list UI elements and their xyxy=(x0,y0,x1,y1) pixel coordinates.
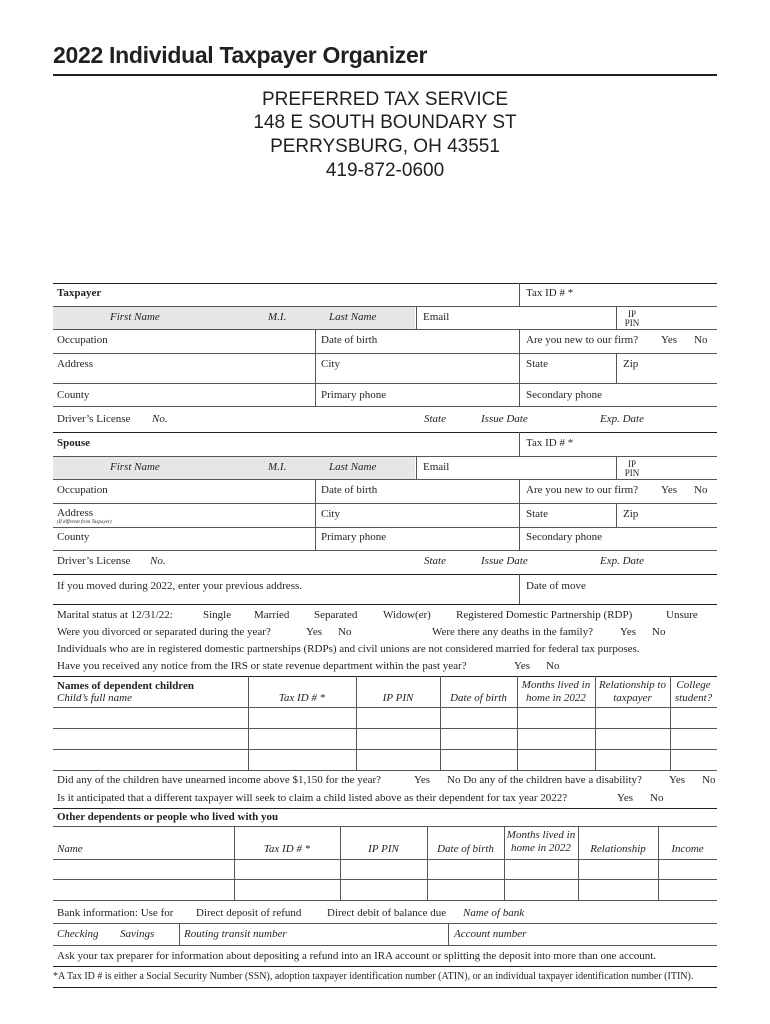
rule xyxy=(53,676,717,677)
taxpayer-dob-field[interactable]: Date of birth xyxy=(321,334,378,346)
taxpayer-secondary-phone-field[interactable]: Secondary phone xyxy=(526,389,603,401)
other-dependents-heading: Other dependents or people who lived with you xyxy=(57,811,279,823)
rule xyxy=(53,456,717,457)
taxpayer-address-field[interactable]: Address xyxy=(57,358,94,370)
deaths-question: Were there any deaths in the family? xyxy=(432,626,593,638)
spouse-dl-exp-date-field[interactable]: Exp. Date xyxy=(600,555,644,567)
spouse-last-name-field[interactable]: Last Name xyxy=(329,461,377,473)
disability-no[interactable]: No xyxy=(702,774,716,786)
marital-married-option[interactable]: Married xyxy=(254,609,290,621)
rule xyxy=(53,966,717,967)
taxpayer-county-field[interactable]: County xyxy=(57,389,90,401)
firm-phone: 419-872-0600 xyxy=(325,160,445,181)
spouse-dl-label: Driver’s License xyxy=(57,555,131,567)
divider xyxy=(616,456,617,479)
divider xyxy=(448,923,449,945)
unearned-no-disability-question: No Do any of the children have a disability? xyxy=(447,774,642,786)
other-name-header: Name xyxy=(57,843,83,855)
child-tax-id-header: Tax ID # * xyxy=(278,692,326,704)
savings-option[interactable]: Savings xyxy=(120,928,155,940)
divider xyxy=(519,329,520,406)
other-ip-pin-header: IP PIN xyxy=(368,843,399,855)
divider xyxy=(427,826,428,900)
deaths-yes[interactable]: Yes xyxy=(620,626,637,638)
divider xyxy=(416,306,417,329)
taxpayer-dl-state-field[interactable]: State xyxy=(424,413,446,425)
spouse-address-note: (If different from Taxpayer) xyxy=(57,520,112,525)
bank-name-field[interactable]: Name of bank xyxy=(463,907,525,919)
spouse-occupation-field[interactable]: Occupation xyxy=(57,484,108,496)
spouse-mi-field[interactable]: M.I. xyxy=(268,461,287,473)
other-tax-id-header: Tax ID # * xyxy=(263,843,311,855)
divider xyxy=(616,306,617,329)
irs-notice-no[interactable]: No xyxy=(546,660,560,672)
divorced-yes[interactable]: Yes xyxy=(306,626,323,638)
spouse-secondary-phone-field[interactable]: Secondary phone xyxy=(526,531,603,543)
rule xyxy=(53,604,717,605)
divider xyxy=(519,574,520,604)
divider xyxy=(356,676,357,770)
spouse-heading: Spouse xyxy=(57,437,91,449)
rule xyxy=(53,479,717,480)
taxpayer-tax-id-field[interactable]: Tax ID # * xyxy=(526,287,574,299)
divider xyxy=(234,826,235,900)
unearned-yes[interactable]: Yes xyxy=(414,774,431,786)
marital-status-label: Marital status at 12/31/22: xyxy=(57,609,173,621)
irs-notice-question: Have you received any notice from the IRS or state revenue department within the past year? xyxy=(57,660,467,672)
rule xyxy=(53,329,717,330)
irs-notice-yes[interactable]: Yes xyxy=(514,660,531,672)
previous-address-field[interactable]: If you moved during 2022, enter your previous address. xyxy=(57,580,303,592)
taxpayer-email-field[interactable]: Email xyxy=(423,311,450,323)
spouse-new-firm-no[interactable]: No xyxy=(694,484,708,496)
child-college-header: College student? xyxy=(674,679,713,704)
firm-street: 148 E SOUTH BOUNDARY ST xyxy=(253,112,517,133)
taxpayer-new-firm-no[interactable]: No xyxy=(694,334,708,346)
rule xyxy=(53,503,717,504)
direct-deposit-option[interactable]: Direct deposit of refund xyxy=(196,907,302,919)
divorced-question: Were you divorced or separated during the year? xyxy=(57,626,271,638)
spouse-dob-field[interactable]: Date of birth xyxy=(321,484,378,496)
spouse-county-field[interactable]: County xyxy=(57,531,90,543)
anticipated-claim-question: Is it anticipated that a different taxpayer will seek to claim a child listed above as their dependent for tax year 2022? xyxy=(57,792,568,804)
divider xyxy=(315,329,316,406)
anticipated-no[interactable]: No xyxy=(650,792,664,804)
other-dob-header: Date of birth xyxy=(437,843,494,855)
checking-option[interactable]: Checking xyxy=(57,928,99,940)
spouse-dl-no-field[interactable]: No. xyxy=(150,555,166,567)
spouse-dl-issue-date-field[interactable]: Issue Date xyxy=(481,555,528,567)
divider xyxy=(340,826,341,900)
divider xyxy=(519,283,520,306)
divider xyxy=(578,826,579,900)
divider xyxy=(616,503,617,527)
bank-use-for-label: Bank information: Use for xyxy=(57,907,174,919)
deaths-no[interactable]: No xyxy=(652,626,666,638)
divider xyxy=(616,353,617,383)
marital-widow-option[interactable]: Widow(er) xyxy=(383,609,431,621)
spouse-state-field[interactable]: State xyxy=(526,508,548,520)
divider xyxy=(416,456,417,479)
rule xyxy=(53,826,717,827)
spouse-new-firm-question: Are you new to our firm? xyxy=(526,484,639,496)
table-row[interactable] xyxy=(53,749,717,750)
table-row[interactable] xyxy=(53,859,717,860)
table-row[interactable] xyxy=(53,707,717,708)
taxpayer-occupation-field[interactable]: Occupation xyxy=(57,334,108,346)
divider xyxy=(248,676,249,770)
page-title: 2022 Individual Taxpayer Organizer xyxy=(53,42,428,68)
marital-unsure-option[interactable]: Unsure xyxy=(666,609,698,621)
firm-city: PERRYSBURG, OH 43551 xyxy=(270,136,500,157)
rule xyxy=(53,383,717,384)
taxpayer-last-name-field[interactable]: Last Name xyxy=(329,311,377,323)
divider xyxy=(519,432,520,456)
spouse-new-firm-yes[interactable]: Yes xyxy=(661,484,678,496)
direct-debit-option[interactable]: Direct debit of balance due xyxy=(327,907,447,919)
rule xyxy=(53,353,717,354)
rule xyxy=(53,283,717,284)
spouse-ip-pin-field[interactable]: IP PIN xyxy=(624,459,640,478)
ira-note: Ask your tax preparer for information about depositing a refund into an IRA account or splitting the deposit into more than one account. xyxy=(57,950,657,962)
anticipated-yes[interactable]: Yes xyxy=(617,792,634,804)
date-of-move-field[interactable]: Date of move xyxy=(526,580,586,592)
spouse-address-field[interactable]: Address xyxy=(57,507,94,519)
taxpayer-dl-no-field[interactable]: No. xyxy=(152,413,168,425)
child-relationship-header: Relationship to taxpayer xyxy=(599,679,666,704)
other-months-header: Months lived in home in 2022 xyxy=(506,829,576,854)
disability-yes[interactable]: Yes xyxy=(669,774,686,786)
rule xyxy=(53,808,717,809)
other-relationship-header: Relationship xyxy=(590,843,646,855)
taxpayer-new-firm-yes[interactable]: Yes xyxy=(661,334,678,346)
taxpayer-mi-field[interactable]: M.I. xyxy=(268,311,287,323)
marital-separated-option[interactable]: Separated xyxy=(314,609,358,621)
taxpayer-dl-exp-date-field[interactable]: Exp. Date xyxy=(600,413,644,425)
rule xyxy=(53,945,717,946)
firm-name: PREFERRED TAX SERVICE xyxy=(261,89,508,110)
taxpayer-new-firm-question: Are you new to our firm? xyxy=(526,334,639,346)
routing-number-field[interactable]: Routing transit number xyxy=(184,928,287,940)
marital-single-option[interactable]: Single xyxy=(203,609,232,621)
child-months-header: Months lived in home in 2022 xyxy=(521,679,591,704)
divider xyxy=(440,676,441,770)
table-row[interactable] xyxy=(53,879,717,880)
account-number-field[interactable]: Account number xyxy=(454,928,527,940)
rule xyxy=(53,987,717,988)
table-row[interactable] xyxy=(53,900,717,901)
spouse-dl-state-field[interactable]: State xyxy=(424,555,446,567)
table-row[interactable] xyxy=(53,770,717,771)
rule xyxy=(53,527,717,528)
taxpayer-state-field[interactable]: State xyxy=(526,358,548,370)
taxpayer-primary-phone-field[interactable]: Primary phone xyxy=(321,389,387,401)
rule xyxy=(53,306,717,307)
rule xyxy=(53,550,717,551)
unearned-income-question: Did any of the children have unearned income above $1,150 for the year? xyxy=(57,774,382,786)
child-ip-pin-header: IP PIN xyxy=(382,692,414,704)
spouse-zip-field[interactable]: Zip xyxy=(623,508,639,520)
title-rule xyxy=(53,74,717,76)
marital-rdp-option[interactable]: Registered Domestic Partnership (RDP) xyxy=(456,609,633,621)
taxpayer-dl-issue-date-field[interactable]: Issue Date xyxy=(481,413,528,425)
divider xyxy=(519,479,520,550)
dependents-heading: Names of dependent children xyxy=(57,680,194,692)
rdp-note: Individuals who are in registered domestic partnerships (RDPs) and civil unions are not considered married for federal tax purposes. xyxy=(57,643,640,655)
spouse-first-name-field[interactable]: First Name xyxy=(110,461,160,473)
table-row[interactable] xyxy=(53,728,717,729)
tax-id-footnote: *A Tax ID # is either a Social Security Number (SSN), adoption taxpayer identification number (ATIN), or an individual taxpayer identification number (ITIN). xyxy=(53,971,694,982)
spouse-primary-phone-field[interactable]: Primary phone xyxy=(321,531,387,543)
divorced-no[interactable]: No xyxy=(338,626,352,638)
spouse-city-field[interactable]: City xyxy=(321,508,340,520)
other-income-header: Income xyxy=(671,843,704,855)
child-name-header: Child’s full name xyxy=(57,692,132,704)
taxpayer-city-field[interactable]: City xyxy=(321,358,340,370)
divider xyxy=(179,923,180,945)
divider xyxy=(315,479,316,550)
child-dob-header: Date of birth xyxy=(450,692,507,704)
taxpayer-ip-pin-field[interactable]: IP PIN xyxy=(624,309,640,328)
taxpayer-zip-field[interactable]: Zip xyxy=(623,358,639,370)
spouse-tax-id-field[interactable]: Tax ID # * xyxy=(526,437,574,449)
rule xyxy=(53,923,717,924)
rule xyxy=(53,406,717,407)
taxpayer-dl-label: Driver’s License xyxy=(57,413,131,425)
taxpayer-first-name-field[interactable]: First Name xyxy=(110,311,160,323)
taxpayer-heading: Taxpayer xyxy=(57,287,102,299)
rule xyxy=(53,432,717,433)
divider xyxy=(658,826,659,900)
spouse-email-field[interactable]: Email xyxy=(423,461,450,473)
rule xyxy=(53,574,717,575)
